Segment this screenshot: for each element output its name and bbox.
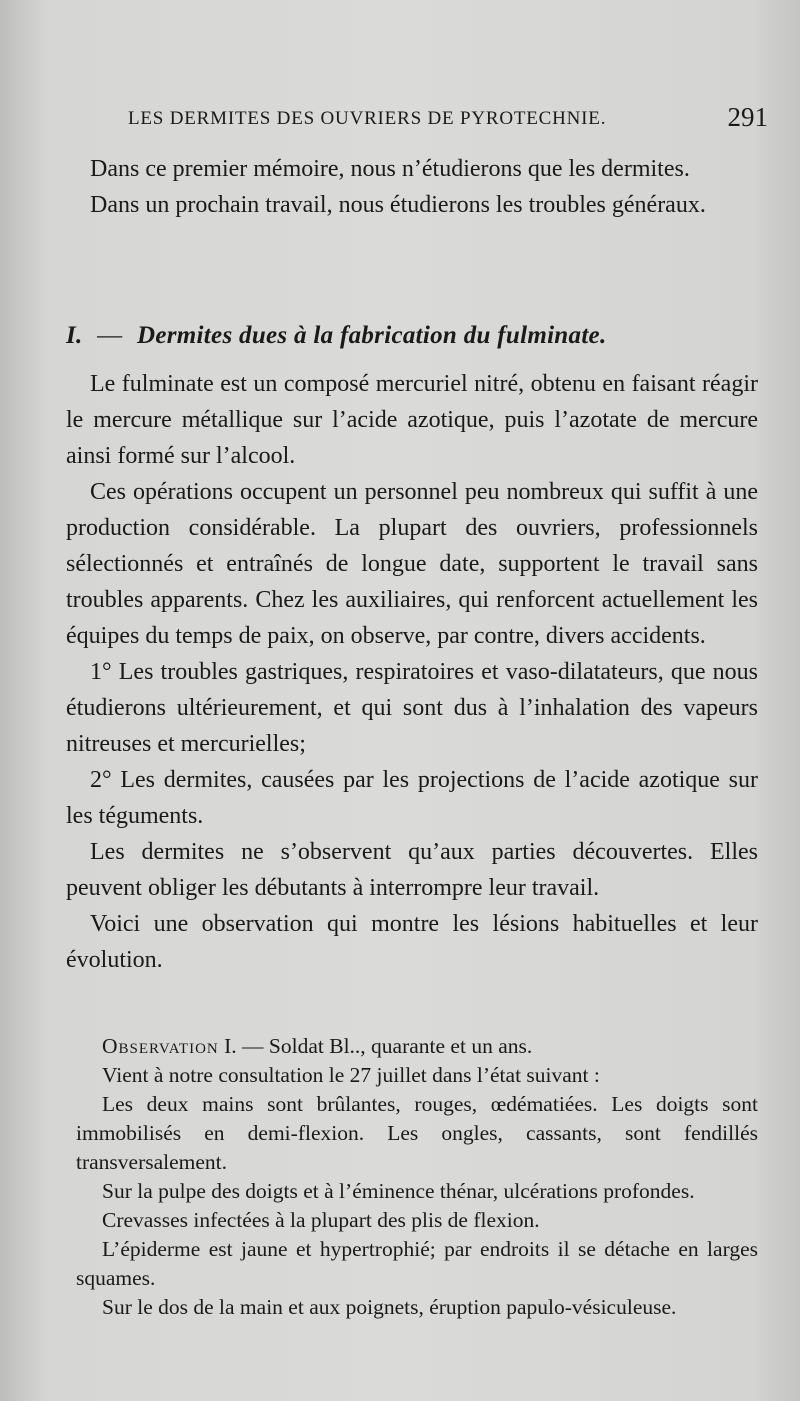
section-heading bbox=[66, 322, 758, 350]
observation-block bbox=[76, 1032, 758, 1322]
section-dash: — bbox=[97, 322, 123, 349]
paragraph-troubles-1: 1° Les troubles gastriques, respiratoires et vaso-dilatateurs, que nous étudierons ultérieurement, et qui sont dus à l’inhalation des vapeurs nitreuses et mercurielles; bbox=[66, 659, 758, 757]
main-text bbox=[66, 366, 758, 978]
observation-numeral: I. bbox=[224, 1034, 237, 1058]
observation-heading bbox=[76, 1032, 758, 1061]
page-number: 291 bbox=[727, 102, 768, 132]
intro-paragraph-1: Dans ce premier mémoire, nous n’étudierons que les dermites. bbox=[90, 156, 690, 182]
paragraph-operations: Ces opérations occupent un personnel peu nombreux qui suffit à une production considérable. La plupart des ouvriers, professionnels sélectionnés et entraînés de longue date, supportent le travail sans troubles apparents. Chez les auxiliaires, qui renforcent actuellement les équipes du temps de paix, on observe, par contre, divers accidents. bbox=[66, 479, 758, 649]
observation-label: Observation bbox=[102, 1034, 219, 1058]
running-header bbox=[128, 102, 768, 132]
observation-line-1: Vient à notre consultation le 27 juillet dans l’état suivant : bbox=[102, 1063, 600, 1087]
paragraph-troubles-2: 2° Les dermites, causées par les projections de l’acide azotique sur les téguments. bbox=[66, 767, 758, 829]
observation-line-4: Crevasses infectées à la plupart des plis de flexion. bbox=[102, 1208, 540, 1232]
observation-line-5: L’épiderme est jaune et hypertrophié; par endroits il se détache en larges squames. bbox=[76, 1237, 758, 1290]
paragraph-observation-intro: Voici une observation qui montre les lésions habituelles et leur évolution. bbox=[66, 911, 758, 973]
intro-text bbox=[66, 151, 758, 223]
paragraph-dermites: Les dermites ne s’observent qu’aux parties découvertes. Elles peuvent obliger les débutants à interrompre leur travail. bbox=[66, 839, 758, 901]
observation-intro: — Soldat Bl.., quarante et un ans. bbox=[242, 1034, 533, 1058]
running-title: LES DERMITES DES OUVRIERS DE PYROTECHNIE. bbox=[128, 108, 607, 129]
observation-line-2: Les deux mains sont brûlantes, rouges, œdématiées. Les doigts sont immobilisés en demi-flexion. Les ongles, cassants, sont fendillés transversalement. bbox=[76, 1092, 758, 1174]
observation-line-3: Sur la pulpe des doigts et à l’éminence thénar, ulcérations profondes. bbox=[102, 1179, 695, 1203]
observation-line-6: Sur le dos de la main et aux poignets, éruption papulo-vésiculeuse. bbox=[102, 1295, 677, 1319]
section-number: I. bbox=[66, 322, 83, 349]
paragraph-fulminate: Le fulminate est un composé mercuriel nitré, obtenu en faisant réagir le mercure métallique sur l’acide azotique, puis l’azotate de mercure ainsi formé sur l’alcool. bbox=[66, 371, 758, 469]
intro-paragraph-2: Dans un prochain travail, nous étudierons les troubles généraux. bbox=[90, 192, 706, 218]
section-title: Dermites dues à la fabrication du fulminate. bbox=[137, 322, 607, 349]
